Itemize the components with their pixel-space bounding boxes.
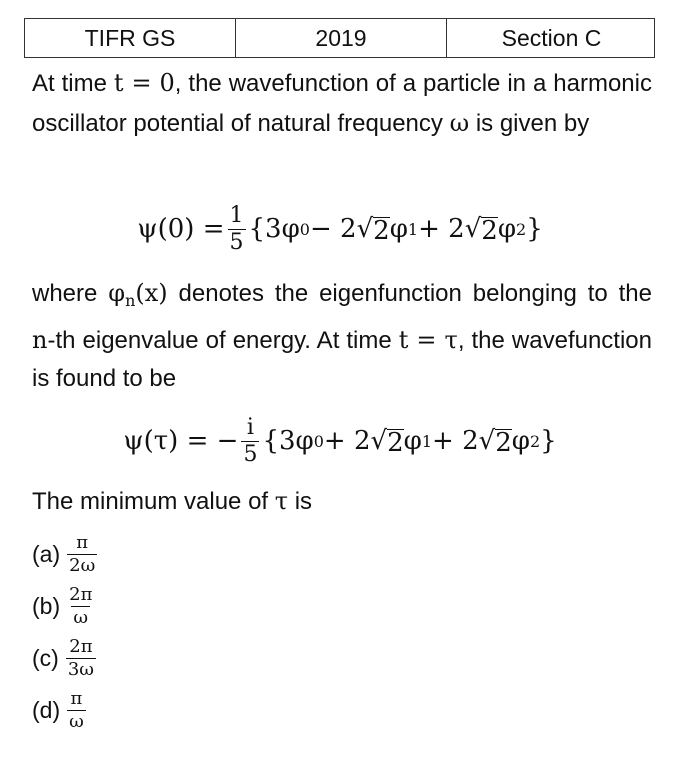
option-b[interactable] — [32, 580, 100, 632]
header-table — [24, 18, 655, 58]
equation-psi-tau: ψ(τ) = − $\frac{i}{5}$ {3φ 0 + 2 √ 2 φ 1 + 2 √ 2 φ 2 } — [123, 414, 557, 467]
option-fraction: $\frac{2\pi}{\omega}$ — [69, 583, 93, 628]
option-label: (d) — [32, 696, 61, 723]
option-label: (b) — [32, 592, 61, 619]
middle-paragraph: where $\varphi_n(x)$ denotes the eigenfunction belonging to the n-th eigenvalue of energy. At time t = τ, the wavefunction is found to be — [32, 279, 653, 392]
fraction: $\frac{i}{5}$ — [243, 414, 258, 467]
square-root: √ 2 — [370, 426, 404, 458]
fraction: $\frac{1}{5}$ — [229, 202, 244, 255]
option-label: (a) — [32, 540, 61, 567]
math-omega: ω — [449, 108, 470, 137]
option-label: (c) — [32, 644, 59, 671]
option-d[interactable] — [32, 684, 100, 736]
option-c[interactable] — [32, 632, 100, 684]
option-fraction: $\frac{2\pi}{3\omega}$ — [67, 635, 94, 680]
exam-year: 2019 — [236, 19, 447, 57]
option-fraction: $\frac{\pi}{\omega}$ — [69, 687, 84, 732]
square-root: √ 2 — [464, 214, 498, 246]
exam-name: TIFR GS — [25, 19, 236, 57]
intro-paragraph: At time t = 0, the wavefunction of a particle in a harmonic oscillator potential of natural frequency ω is given by — [32, 69, 652, 137]
option-a[interactable] — [32, 528, 100, 580]
answer-options — [32, 528, 100, 736]
square-root: √ 2 — [478, 426, 512, 458]
square-root: √ 2 — [356, 214, 390, 246]
math-t-zero: t = 0 — [113, 69, 175, 97]
equation-psi-0: ψ(0) = $\frac{1}{5}$ {3φ 0 − 2 √ 2 φ 1 + 2 √ 2 φ 2 } — [137, 202, 543, 255]
option-fraction: $\frac{\pi}{2\omega}$ — [69, 531, 96, 576]
question-text: The minimum value of τ is — [32, 487, 313, 515]
exam-section: Section C — [501, 24, 602, 51]
